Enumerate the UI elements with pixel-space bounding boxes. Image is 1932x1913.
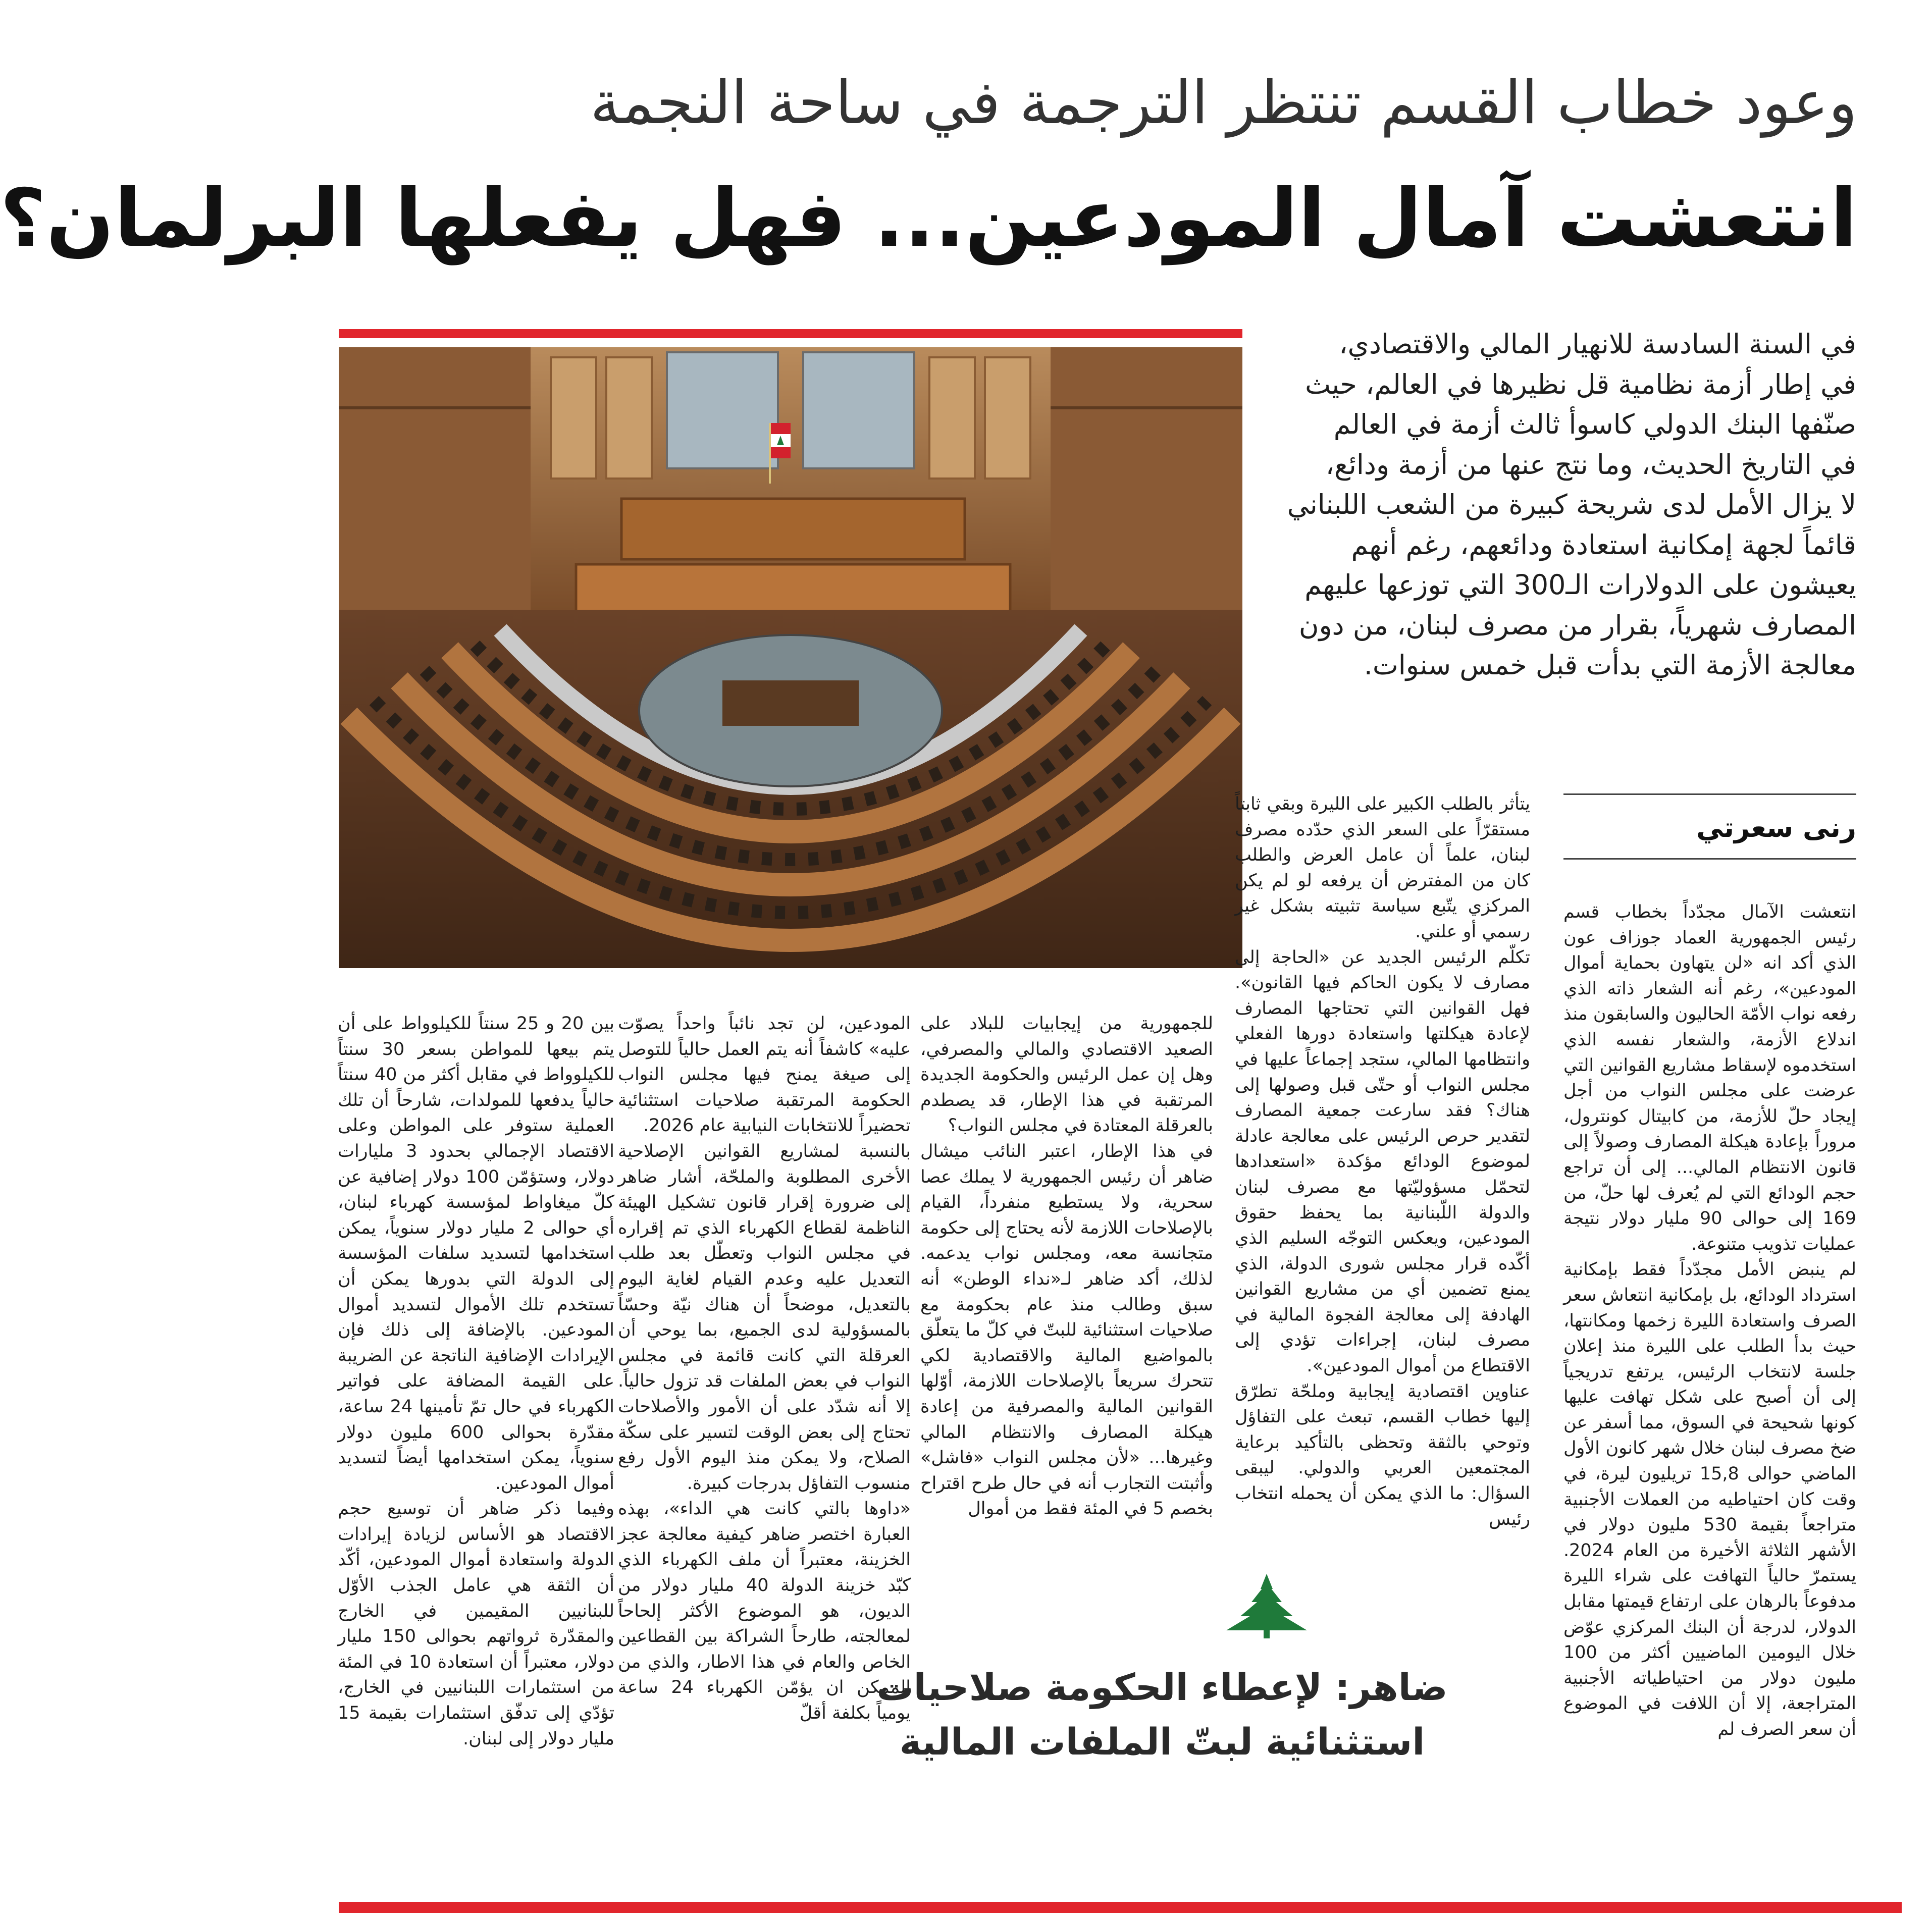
body-column-1 [1563,899,1856,1879]
body-column-2 [1235,791,1530,1529]
main-headline: انتعشت آمال المودعين... فهل يفعلها البرلمان؟ [0,172,1857,265]
body-paragraph: وفيما ذكر ضاهر أن توسيع حجم الاقتصاد هو الأساس لزيادة إيرادات الدولة واستعادة أموال المودعين، أكّد أن الثقة هي عامل الجذب الأوّل للبنانيين المقيمين في الخارج والمقدّرة ثرواتهم بحوالى 150 مليار دولار، معتبراً أن استعادة 10 في المئة من استثمارات اللبنانيين في الخارج، تؤدّي إلى تدفّق استثمارات بقيمة 15 مليار دولار إلى لبنان. [338,1499,614,1749]
body-paragraph: المودعين، لن تجد نائباً واحداً يصوّت عليه» كاشفاً أنه يتم العمل حالياً للتوصل إلى صيغة يمنح فيها مجلس النواب الحكومة المرتقبة صلاحيات استثنائية تحضيراً للانتخابات النيابية عام 2026. [618,1014,911,1136]
lede-line: في السنة السادسة للانهيار المالي والاقتصادي، [1339,328,1856,360]
body-column-5 [338,1011,614,1879]
body-paragraph: يتأثر بالطلب الكبير على الليرة وبقي ثابتاً مستقرّاً على السعر الذي حدّده مصرف لبنان، علماً أن عامل العرض والطلب كان من المفترض أن يرفعه لو لم يكن المركزي يتّبع سياسة تثبيته بشكل غير رسمي أو علني. [1235,794,1530,942]
body-paragraph: لم ينبض الأمل مجدّداً فقط بإمكانية استرداد الودائع، بل بإمكانية انتعاش سعر الصرف واستعادة الليرة زخمها ومكانتها، حيث بدأ الطلب على الليرة منذ إعلان جلسة لانتخاب الرئيس، يرتفع تدريجياً إلى أن أصبح على شكل تهافت عليها كونها شحيحة في السوق، مما أسفر عن ضخ مصرف لبنان خلال شهر كانون الأول الماضي حوالى 15,8 تريليون ليرة، في وقت كان احتياطيه من العملات الأجنبية متراجعاً بقيمة 530 مليون دولار في الأشهر الثلاثة الأخيرة من العام 2024. يستمرّ حالياً التهافت على شراء الليرة مدفوعاً بالرهان على ارتفاع قيمتها مقابل الدولار، لدرجة أن البنك المركزي عوّض خلال اليومين الماضيين أكثر من 100 مليون دولار من احتياطياته الأجنبية المتراجعة، إلا أن اللافت في الموضوع أن سعر الصرف لم [1563,1259,1857,1739]
body-paragraph: انتعشت الآمال مجدّداً بخطاب قسم رئيس الجمهورية العماد جوزاف عون الذي أكد انه «لن يتهاون بحماية أموال المودعين»، رغم أنه الشعار ذاته الذي رفعه نواب الأمّة الحاليون والسابقون منذ اندلاع الأزمة، والشعار نفسه الذي استخدموه لإسقاط مشاريع القوانين التي عرضت على مجلس النواب من أجل إيجاد حلّ للأزمة، من كابيتال كونترول، مروراً بإعادة هيكلة المصارف وصولاً إلى قانون الانتظام المالي... إلى أن تراجع حجم الودائع التي لم يُعرف لها حلّ، من 169 إلى حوالى 90 مليار دولار نتيجة عمليات تذويب متنوعة. [1563,902,1856,1254]
byline-rule-bottom [1563,858,1856,860]
body-paragraph: عناوين اقتصادية إيجابية وملحّة تطرّق إليها خطاب القسم، تبعث على التفاؤل وتوحي بالثقة وتحظى بالتأكيد برعاية المجتمعين العربي والدولي. ليبقى السؤال: ما الذي يمكن أن يحمله انتخاب رئيس [1235,1381,1530,1529]
byline-rule-top [1563,793,1856,795]
pull-quote-line-1: ضاهر: لإعطاء الحكومة صلاحيات [876,1666,1448,1709]
lede-line: معالجة الأزمة التي بدأت قبل خمس سنوات. [1364,649,1856,681]
parliament-chamber-illustration [339,347,1242,968]
photo-top-rule [339,329,1242,338]
lede-paragraph [1243,324,1856,685]
lede-line: لا يزال الأمل لدى شريحة كبيرة من الشعب اللبناني [1287,489,1856,520]
parliament-photo [339,347,1242,968]
lede-line: يعيشون على الدولارات الـ300 التي توزعها عليهم [1304,569,1856,601]
kicker-headline: وعود خطاب القسم تنتظر الترجمة في ساحة النجمة [590,68,1857,137]
cedar-icon [1216,1574,1317,1639]
pull-quote-line-2: استثنائية لبتّ الملفات المالية [899,1721,1425,1764]
lede-line: صنّفها البنك الدولي كاسوأ ثالث أزمة في العالم [1333,408,1856,440]
lede-line: قائماً لجهة إمكانية استعادة ودائعهم، رغم أنهم [1351,528,1856,561]
body-paragraph: تكلّم الرئيس الجديد عن «الحاجة إلى مصارف لا يكون الحاكم فيها القانون». فهل القوانين التي تحتاجها المصارف لإعادة هيكلتها واستعادة دورها الفعلي وانتظامها المالي، ستجد إجماعاً عليها في مجلس النواب أو حتّى قبل وصولها إلى هناك؟ فقد سارعت جمعية المصارف لتقدير حرص الرئيس على معالجة عادلة لموضوع الودائع مؤكدة «استعدادها لتحمّل مسؤوليّتها مع مصرف لبنان والدولة اللّبنانية بما يحفظ حقوق المودعين، ويعكس التوجّه السليم الذي أكّده قرار مجلس شورى الدولة، الذي يمنع تضمين أي من مشاريع القوانين الهادفة إلى معالجة الفجوة المالية في مصرف لبنان، إجراءات تؤدي إلى الاقتطاع من أموال المودعين». [1235,947,1530,1376]
author-byline: رنى سعرتي [1696,812,1856,843]
body-paragraph: في هذا الإطار، اعتبر النائب ميشال ضاهر أن رئيس الجمهورية لا يملك عصا سحرية، ولا يستطيع منفرداً، القيام بالإصلاحات اللازمة لأنه يحتاج إلى حكومة متجانسة معه، ومجلس نواب يدعمه. لذلك، أكد ضاهر لـ«نداء الوطن» أنه سبق وطالب منذ عام بحكومة مع صلاحيات استثنائية للبتّ في كلّ ما يتعلّق بالمواضيع المالية والاقتصادية لكي تتحرك سريعاً بالإصلاحات اللازمة، أوّلها القوانين المالية والمصرفية من إعادة هيكلة المصارف والانتظام المالي وغيرها... «لأن مجلس النواب «فاشل» وأثبتت التجارب أنه في حال طرح اقتراح بخصم 5 في المئة فقط من أموال [920,1141,1213,1519]
lede-line: في التاريخ الحديث، وما نتج عنها من أزمة ودائع، [1325,448,1856,481]
body-paragraph: للجمهورية من إيجابيات للبلاد على الصعيد الاقتصادي والمالي والمصرفي، وهل إن عمل الرئيس والحكومة الجديدة المرتقبة في هذا الإطار، قد يصطدم بالعرقلة المعتادة في مجلس النواب؟ [920,1014,1213,1136]
lede-line: المصارف شهرياً، بقرار من مصرف لبنان، من دون [1298,609,1856,641]
lede-line: في إطار أزمة نظامية قل نظيرها في العالم، حيث [1305,368,1856,400]
body-paragraph: بالنسبة لمشاريع القوانين الإصلاحية الأخرى المطلوبة والملحّة، أشار ضاهر إلى ضرورة إقرار قانون تشكيل الهيئة الناظمة لقطاع الكهرباء الذي تم إقراره في مجلس النواب وتعطّل بعد طلب التعديل عليه وعدم القيام لغاية اليوم بالتعديل، موضحاً أن هناك نيّة وحسّاً بالمسؤولية لدى الجميع، بما يوحي أن العرقلة التي كانت قائمة في مجلس النواب في بعض الملفات قد تزول حالياً. إلا أنه شدّد على أن الأمور والأصلاحات تحتاج إلى بعض الوقت لتسير على سكّة الصلاح، ولا يمكن منذ اليوم الأول رفع منسوب التفاؤل بدرجات كبيرة. [618,1141,911,1494]
body-paragraph: بين 20 و 25 سنتاً للكيلوواط على أن يتم بيعها للمواطن بسعر 30 سنتاً للكيلوواط في مقابل أكثر من 40 سنتاً حالياً يدفعها للمولدات، شارحاً أن تلك العملية ستوفر على المواطن وعلى الاقتصاد الإجمالي بحدود 3 مليارات دولار، وستؤمّن 100 دولار إضافية عن كلّ ميغاواط لمؤسسة كهرباء لبنان، أي حوالى 2 مليار دولار سنوياً، يمكن استخدامها لتسديد سلفات المؤسسة إلى الدولة التي بدورها يمكن أن تستخدم تلك الأموال لتسديد أموال المودعين. بالإضافة إلى ذلك فإن الإيرادات الإضافية الناتجة عن الضريبة على القيمة المضافة على فواتير الكهرباء في حال تمّ تأمينها 24 ساعة، مقدّرة بحوالى 600 مليون دولار سنوياً، يمكن استخدامها أيضاً لتسديد أموال المودعين. [338,1014,614,1494]
pull-quote [824,1661,1500,1770]
bottom-rule [339,1902,1902,1913]
body-paragraph: «داوها بالتي كانت هي الداء»، بهذه العبارة اختصر ضاهر كيفية معالجة عجز الخزينة، معتبراً أن ملف الكهرباء الذي كبّد خزينة الدولة 40 مليار دولار من الديون، هو الموضوع الأكثر إلحاحاً لمعالجته، طارحاً الشراكة بين القطاعين الخاص والعام في هذا الاطار، والذي من الممكن ان يؤمّن الكهرباء 24 ساعة يومياً بكلفة أقلّ [618,1499,911,1724]
